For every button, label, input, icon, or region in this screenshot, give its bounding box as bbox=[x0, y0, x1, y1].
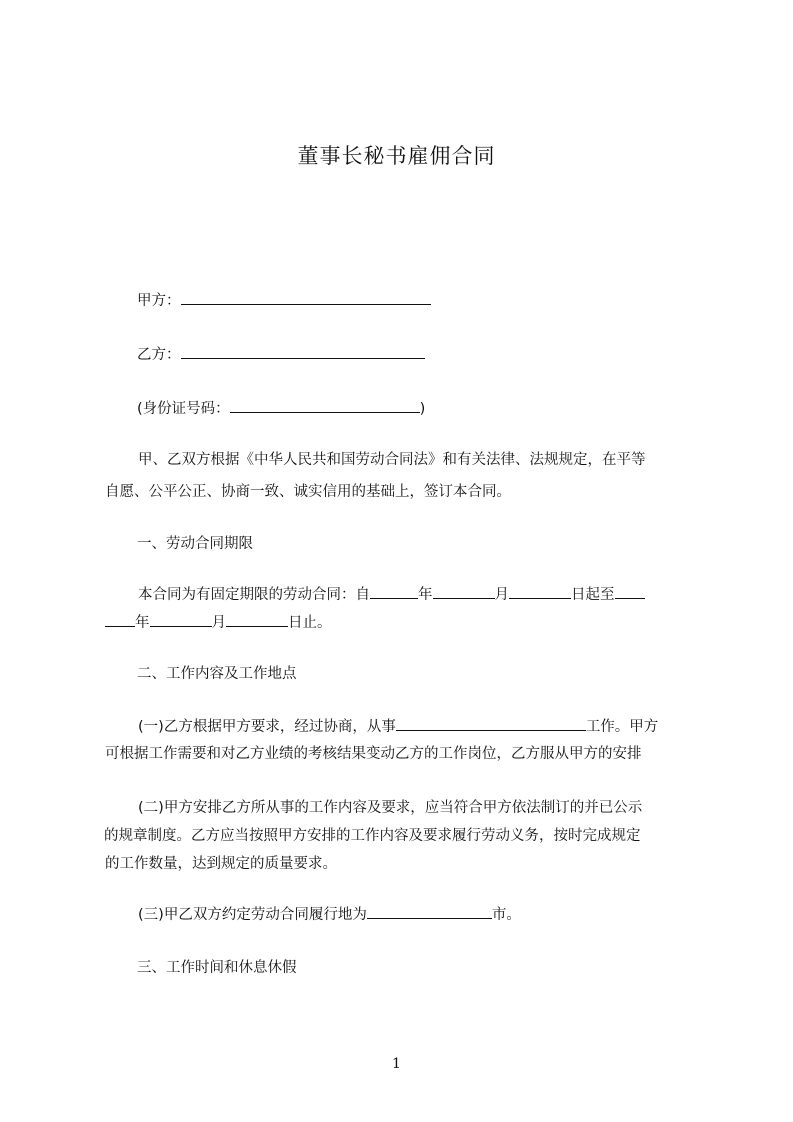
term-year-label: 年 bbox=[418, 587, 433, 603]
start-year-blank[interactable] bbox=[370, 584, 418, 599]
term-line-2 bbox=[105, 612, 332, 633]
end-year-blank-part1[interactable] bbox=[615, 584, 645, 599]
job-title-blank[interactable] bbox=[396, 716, 586, 731]
term-text-start: 本合同为有固定期限的劳动合同：自 bbox=[138, 587, 370, 603]
contract-title: 董事长秘书雇佣合同 bbox=[297, 144, 496, 168]
clause-2-line-1: (二)甲方安排乙方所从事的工作内容及要求，应当符合甲方依法制订的并已公示 bbox=[138, 800, 643, 816]
clause-1-text-end: 工作。甲方 bbox=[585, 719, 659, 735]
party-b-label: 乙方： bbox=[137, 347, 181, 363]
clause-2-line-3: 的工作数量，达到规定的质量要求。 bbox=[105, 856, 337, 872]
clause-1-line-1 bbox=[138, 716, 658, 737]
section-1-heading: 一、劳动合同期限 bbox=[137, 536, 253, 552]
intro-line-1: 甲、乙双方根据《中华人民共和国劳动合同法》和有关法律、法规规定，在平等 bbox=[138, 452, 646, 468]
start-month-blank[interactable] bbox=[433, 584, 495, 599]
clause-3-text-end: 市。 bbox=[491, 907, 521, 923]
term-line-1 bbox=[138, 584, 645, 605]
clause-3-line bbox=[138, 904, 521, 925]
term-year2-label: 年 bbox=[135, 615, 150, 631]
page-number: 1 bbox=[392, 1056, 401, 1072]
end-month-blank[interactable] bbox=[150, 612, 212, 627]
term-month-label: 月 bbox=[494, 587, 509, 603]
end-year-blank-part2[interactable] bbox=[105, 612, 135, 627]
id-number-close: ) bbox=[419, 401, 426, 417]
term-month2-label: 月 bbox=[211, 615, 226, 631]
term-day-start-label: 日起至 bbox=[571, 587, 615, 603]
id-number-line bbox=[137, 398, 425, 419]
clause-1-line-2: 可根据工作需要和对乙方业绩的考核结果变动乙方的工作岗位，乙方服从甲方的安排 bbox=[105, 746, 642, 762]
party-b-line bbox=[137, 344, 425, 365]
clause-2-line-2: 的规章制度。乙方应当按照甲方安排的工作内容及要求履行劳动义务，按时完成规定 bbox=[104, 828, 641, 844]
party-a-label: 甲方： bbox=[137, 293, 181, 309]
party-b-blank[interactable] bbox=[181, 344, 425, 359]
id-number-label: (身份证号码： bbox=[137, 401, 230, 417]
city-blank[interactable] bbox=[367, 904, 492, 919]
section-3-heading: 三、工作时间和休息休假 bbox=[137, 960, 297, 976]
section-2-heading: 二、工作内容及工作地点 bbox=[137, 666, 297, 682]
party-a-blank[interactable] bbox=[181, 290, 431, 305]
term-day-end-label: 日止。 bbox=[288, 615, 332, 631]
clause-3-text-start: (三)甲乙双方约定劳动合同履行地为 bbox=[138, 907, 367, 923]
clause-1-text-start: (一)乙方根据甲方要求，经过协商，从事 bbox=[138, 719, 396, 735]
party-a-line bbox=[137, 290, 431, 311]
id-number-blank[interactable] bbox=[230, 398, 420, 413]
end-day-blank[interactable] bbox=[226, 612, 288, 627]
intro-line-2: 自愿、公平公正、协商一致、诚实信用的基础上，签订本合同。 bbox=[105, 484, 511, 500]
start-day-blank[interactable] bbox=[509, 584, 571, 599]
